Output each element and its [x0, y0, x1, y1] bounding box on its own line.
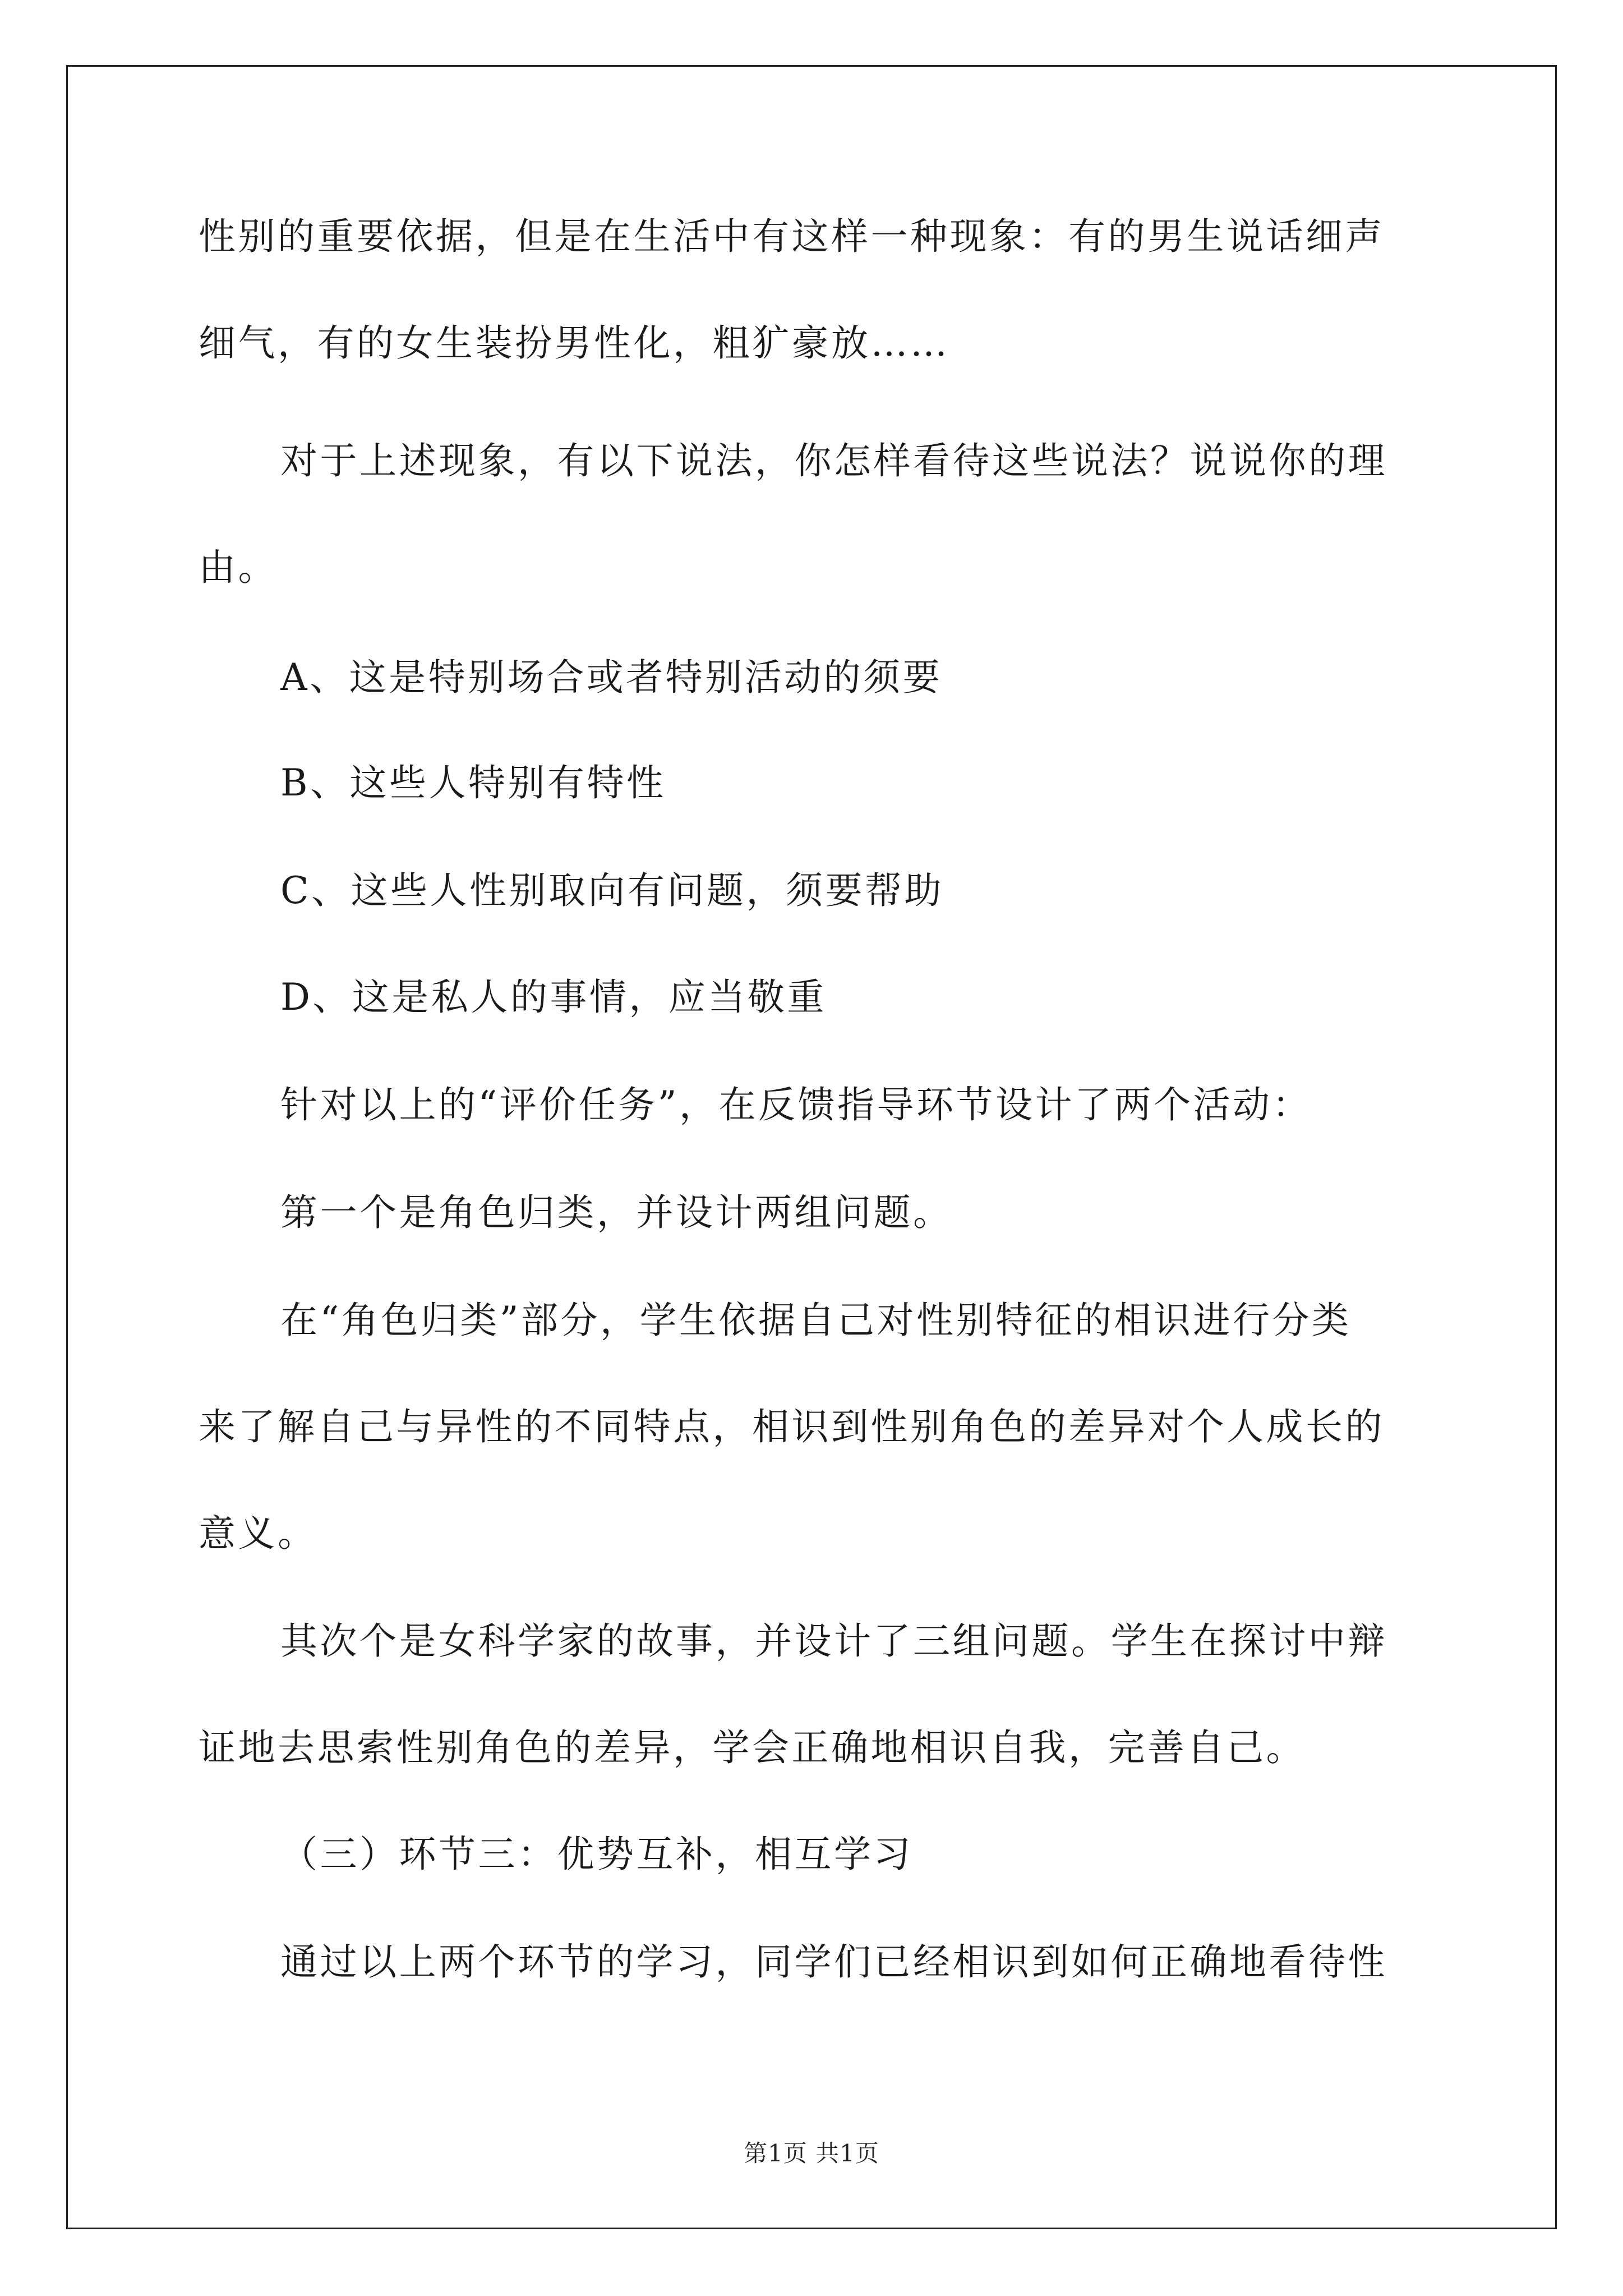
page-footer: 第1页 共1页	[744, 2139, 879, 2167]
text-line-10: 第一个是角色归类，并设计两组问题。	[280, 1191, 953, 1234]
text-line-13: 意义。	[199, 1512, 317, 1555]
option-b: B、这些人特别有特性	[280, 761, 666, 804]
text-line-2: 细气，有的女生装扮男性化，粗犷豪放……	[199, 321, 950, 365]
text-line-17: 通过以上两个环节的学习，同学们已经相识到如何正确地看待性	[280, 1940, 1387, 1984]
text-line-4: 由。	[199, 546, 278, 589]
text-line-15: 证地去思索性别角色的差异，学会正确地相识自我，完善自己。	[199, 1726, 1306, 1769]
text-line-12: 来了解自己与异性的不同特点，相识到性别角色的差异对个人成长的	[199, 1405, 1385, 1448]
option-c: C、这些人性别取向有问题，须要帮助	[280, 869, 944, 912]
section-heading: （三）环节三：优势互补，相互学习	[280, 1833, 913, 1876]
text-line-3: 对于上述现象，有以下说法，你怎样看待这些说法？说说你的理	[280, 439, 1387, 482]
page-border	[66, 65, 1557, 2229]
text-line-1: 性别的重要依据，但是在生活中有这样一种现象：有的男生说话细声	[199, 215, 1385, 258]
option-a: A、这是特别场合或者特别活动的须要	[280, 656, 943, 699]
text-line-9: 针对以上的“评价任务”，在反馈指导环节设计了两个活动：	[280, 1083, 1312, 1126]
text-line-14: 其次个是女科学家的故事，并设计了三组问题。学生在探讨中辩	[280, 1619, 1387, 1663]
option-d: D、这是私人的事情，应当敬重	[280, 976, 827, 1019]
text-line-11: 在“角色归类”部分，学生依据自己对性别特征的相识进行分类	[280, 1299, 1352, 1342]
